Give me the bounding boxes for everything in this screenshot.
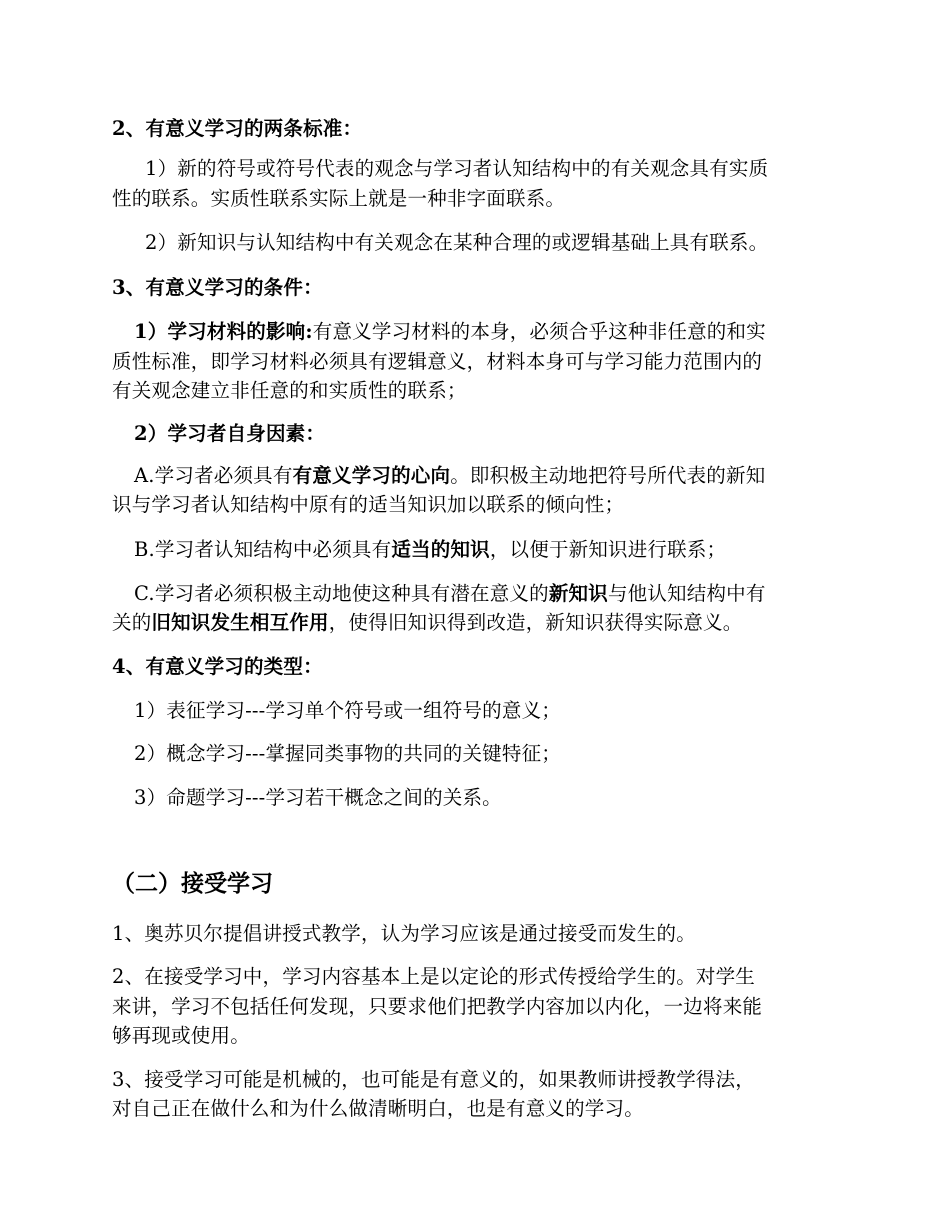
condition-2c-line2-post: ，使得旧知识得到改造，新知识获得实际意义。 (328, 611, 743, 634)
condition-2c-emphasis-2: 旧知识发生相互作用 (151, 611, 329, 634)
condition-1-line-3: 有关观念建立非任意的和实质性的联系； (112, 379, 467, 402)
reception-point-2-line-3: 够再现或使用。 (112, 1024, 250, 1047)
condition-2b-emphasis: 适当的知识 (391, 538, 490, 561)
section-heading-conditions: 3、有意义学习的条件： (112, 276, 323, 299)
condition-1-text: 有意义学习材料的本身，必须合乎这种非任意的和实 (312, 320, 766, 343)
condition-2c-line-1 (134, 584, 766, 604)
condition-2a-line-2: 识与学习者认知结构中原有的适当知识加以联系的倾向性； (112, 493, 625, 516)
condition-2c-emphasis-1: 新知识 (548, 582, 608, 605)
condition-2a-post: 。即积极主动地把符号所代表的新知 (450, 464, 766, 487)
reception-point-2-line-1: 2、在接受学习中，学习内容基本上是以定论的形式传授给学生的。对学生 (112, 965, 756, 988)
type-item-2: 2）概念学习---掌握同类事物的共同的关键特征； (134, 742, 561, 765)
condition-2c-line-2 (112, 613, 742, 633)
condition-1-colon: : (305, 320, 313, 343)
standard-2: 2）新知识与认知结构中有关观念在某种合理的或逻辑基础上具有联系。 (145, 231, 769, 254)
condition-2b-pre: B.学习者认知结构中必须具有 (134, 538, 392, 561)
condition-2c-post: 与他认知结构中有 (607, 582, 766, 605)
reception-point-1: 1、奥苏贝尔提倡讲授式教学，认为学习应该是通过接受而发生的。 (112, 922, 696, 945)
condition-1-label: 1）学习材料的影响 (134, 320, 306, 343)
condition-2a-line-1 (134, 466, 765, 486)
section-heading-types: 4、有意义学习的类型： (112, 655, 323, 678)
condition-2a-pre: A.学习者必须具有 (134, 464, 293, 487)
reception-point-3-line-2: 对自己正在做什么和为什么做清晰明白，也是有意义的学习。 (112, 1097, 644, 1120)
reception-point-2-line-2: 来讲，学习不包括任何发现，只要求他们把教学内容加以内化，一边将来能 (112, 995, 763, 1018)
condition-2b-post: ，以便于新知识进行联系； (489, 538, 727, 561)
condition-2c-line2-pre: 关的 (112, 611, 152, 634)
standard-1-line-1: 1）新的符号或符号代表的观念与学习者认知结构中的有关观念具有实质 (145, 157, 769, 180)
condition-1-line-1 (134, 322, 766, 342)
section-title-reception-learning: （二）接受学习 (112, 870, 273, 897)
condition-2c-pre: C.学习者必须积极主动地使这种具有潜在意义的 (134, 582, 549, 605)
type-item-1: 1）表征学习---学习单个符号或一组符号的意义； (134, 699, 561, 722)
reception-point-3-line-1: 3、接受学习可能是机械的，也可能是有意义的，如果教师讲授教学得法， (112, 1068, 756, 1091)
condition-1-line-2: 质性标准，即学习材料必须具有逻辑意义，材料本身可与学习能力范围内的 (112, 350, 763, 373)
condition-2a-emphasis: 有意义学习的心向 (292, 464, 451, 487)
section-heading-standards: 2、有意义学习的两条标准： (112, 117, 363, 140)
standard-1-line-2: 性的联系。实质性联系实际上就是一种非字面联系。 (112, 187, 566, 210)
condition-2b (134, 540, 726, 560)
condition-2-label: 2）学习者自身因素： (134, 422, 326, 445)
type-item-3: 3）命题学习---学习若干概念之间的关系。 (134, 786, 502, 809)
